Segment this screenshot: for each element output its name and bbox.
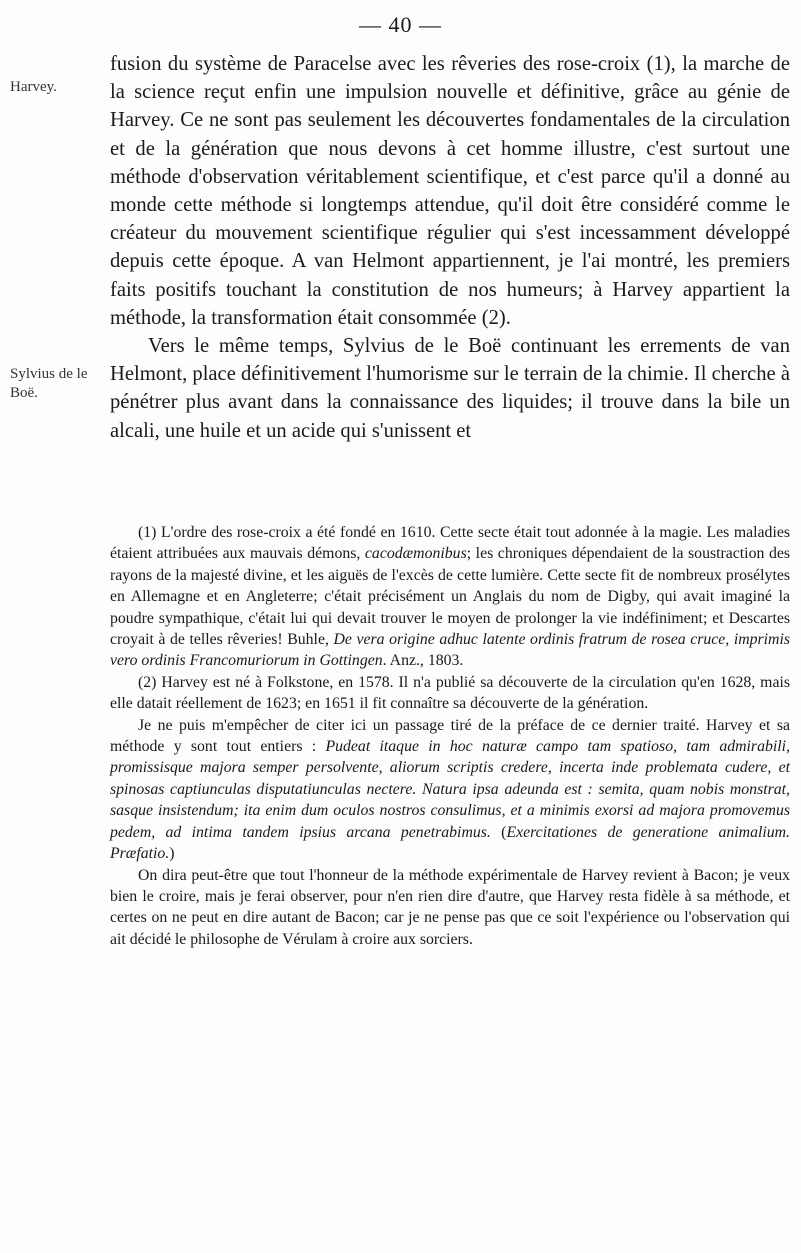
footnote-1: (1) L'ordre des rose-croix a été fondé en 1610. Cette secte était tout adonnée à la magie. Les maladies étaient attribuées aux mauvais démons, cacodæmonibus; les chroniques dépendaient de la soustraction des rayons de la majesté divine, et les aiguës de l'excès de cette lumière. Cette secte fit de nombreux prosélytes en Allemagne et en Angleterre; c'était précisément un Anglais du nom de Digby, qui avait imaginé la poudre sympathique, c'était lui qui devait trouver le moyen de prolonger la vie indéfiniment; et Descartes croyait à de telles rêveries! Buhle, De vera origine adhuc latente ordinis fratrum de rosea cruce, imprimis vero ordinis Francomuriorum in Gottingen. Anz., 1803.: [110, 524, 791, 670]
main-text: [110, 50, 790, 445]
paragraph-sylvius: Vers le même temps, Sylvius de le Boë continuant les errements de van Helmont, place définitivement l'humorisme sur le terrain de la chimie. Il cherche à pénétrer plus avant dans la connaissance des liquides; il trouve dans la bile un alcali, une huile et un acide qui s'unissent et: [110, 335, 790, 442]
margin-note-sylvius: Sylvius de le Boë.: [10, 366, 88, 401]
footnote-4: On dira peut-être que tout l'honneur de la méthode expérimentale de Harvey revient à Bacon; je veux bien le croire, mais je ferai observer, pour n'en rien dire d'autre, que Harvey resta fidèle à sa méthode, et certes on ne peut en dire autant de Bacon; car je ne pense pas que ce soit l'expérience ou l'observation qui ait décidé le philosophe de Vérulam à croire aux sorciers.: [110, 866, 790, 948]
footnote-2: (2) Harvey est né à Folkstone, en 1578. Il n'a publié sa découverte de la circulation qu'en 1628, mais elle datait réellement de 1623; en 1651 il fit connaître sa découverte de la génération.: [110, 673, 790, 713]
paragraph-harvey: fusion du système de Paracelse avec les rêveries des rose-croix (1), la marche de la science reçut enfin une impulsion nouvelle et définitive, grâce au génie de Harvey. Ce ne sont pas seulement les découvertes fondamentales de la circulation et de la génération que nous devons à cet homme illustre, c'est surtout une méthode d'observation véritablement scientifique, et c'est parce qu'il a donné au monde cette méthode si longtemps attendue, qu'il doit être considéré comme le créateur du mouvement scientifique régulier qui s'est incessamment développé depuis cette époque. A van Helmont appartiennent, je l'ai montré, les premiers faits positifs touchant la constitution de nos humeurs; à Harvey appartient la méthode, la transformation était consommée (2).: [110, 53, 790, 329]
footnotes: [110, 522, 790, 950]
footnote-3: Je ne puis m'empêcher de citer ici un passage tiré de la préface de ce dernier traité. Harvey et sa méthode y sont tout entiers : Pudeat itaque in hoc naturæ campo tam spatioso, tam admirabili, promissisque majora semper persolvente, aliorum scriptis credere, incerta inde problemata cudere, et spinosas captiunculas disputatiunculas nectere. Natura ipsa adeunda est : semita, quam nobis monstrat, sasque insistendum; ita enim dum oculos nostros consulimus, et a minimis exorsi ad majora promovemus pedem, ad intima tandem ipsius arcana penetrabimus. (Exercitationes de generatione animalium. Præfatio.): [110, 716, 791, 863]
margin-note-harvey: Harvey.: [10, 79, 57, 95]
page-number: — 40 —: [359, 12, 442, 37]
